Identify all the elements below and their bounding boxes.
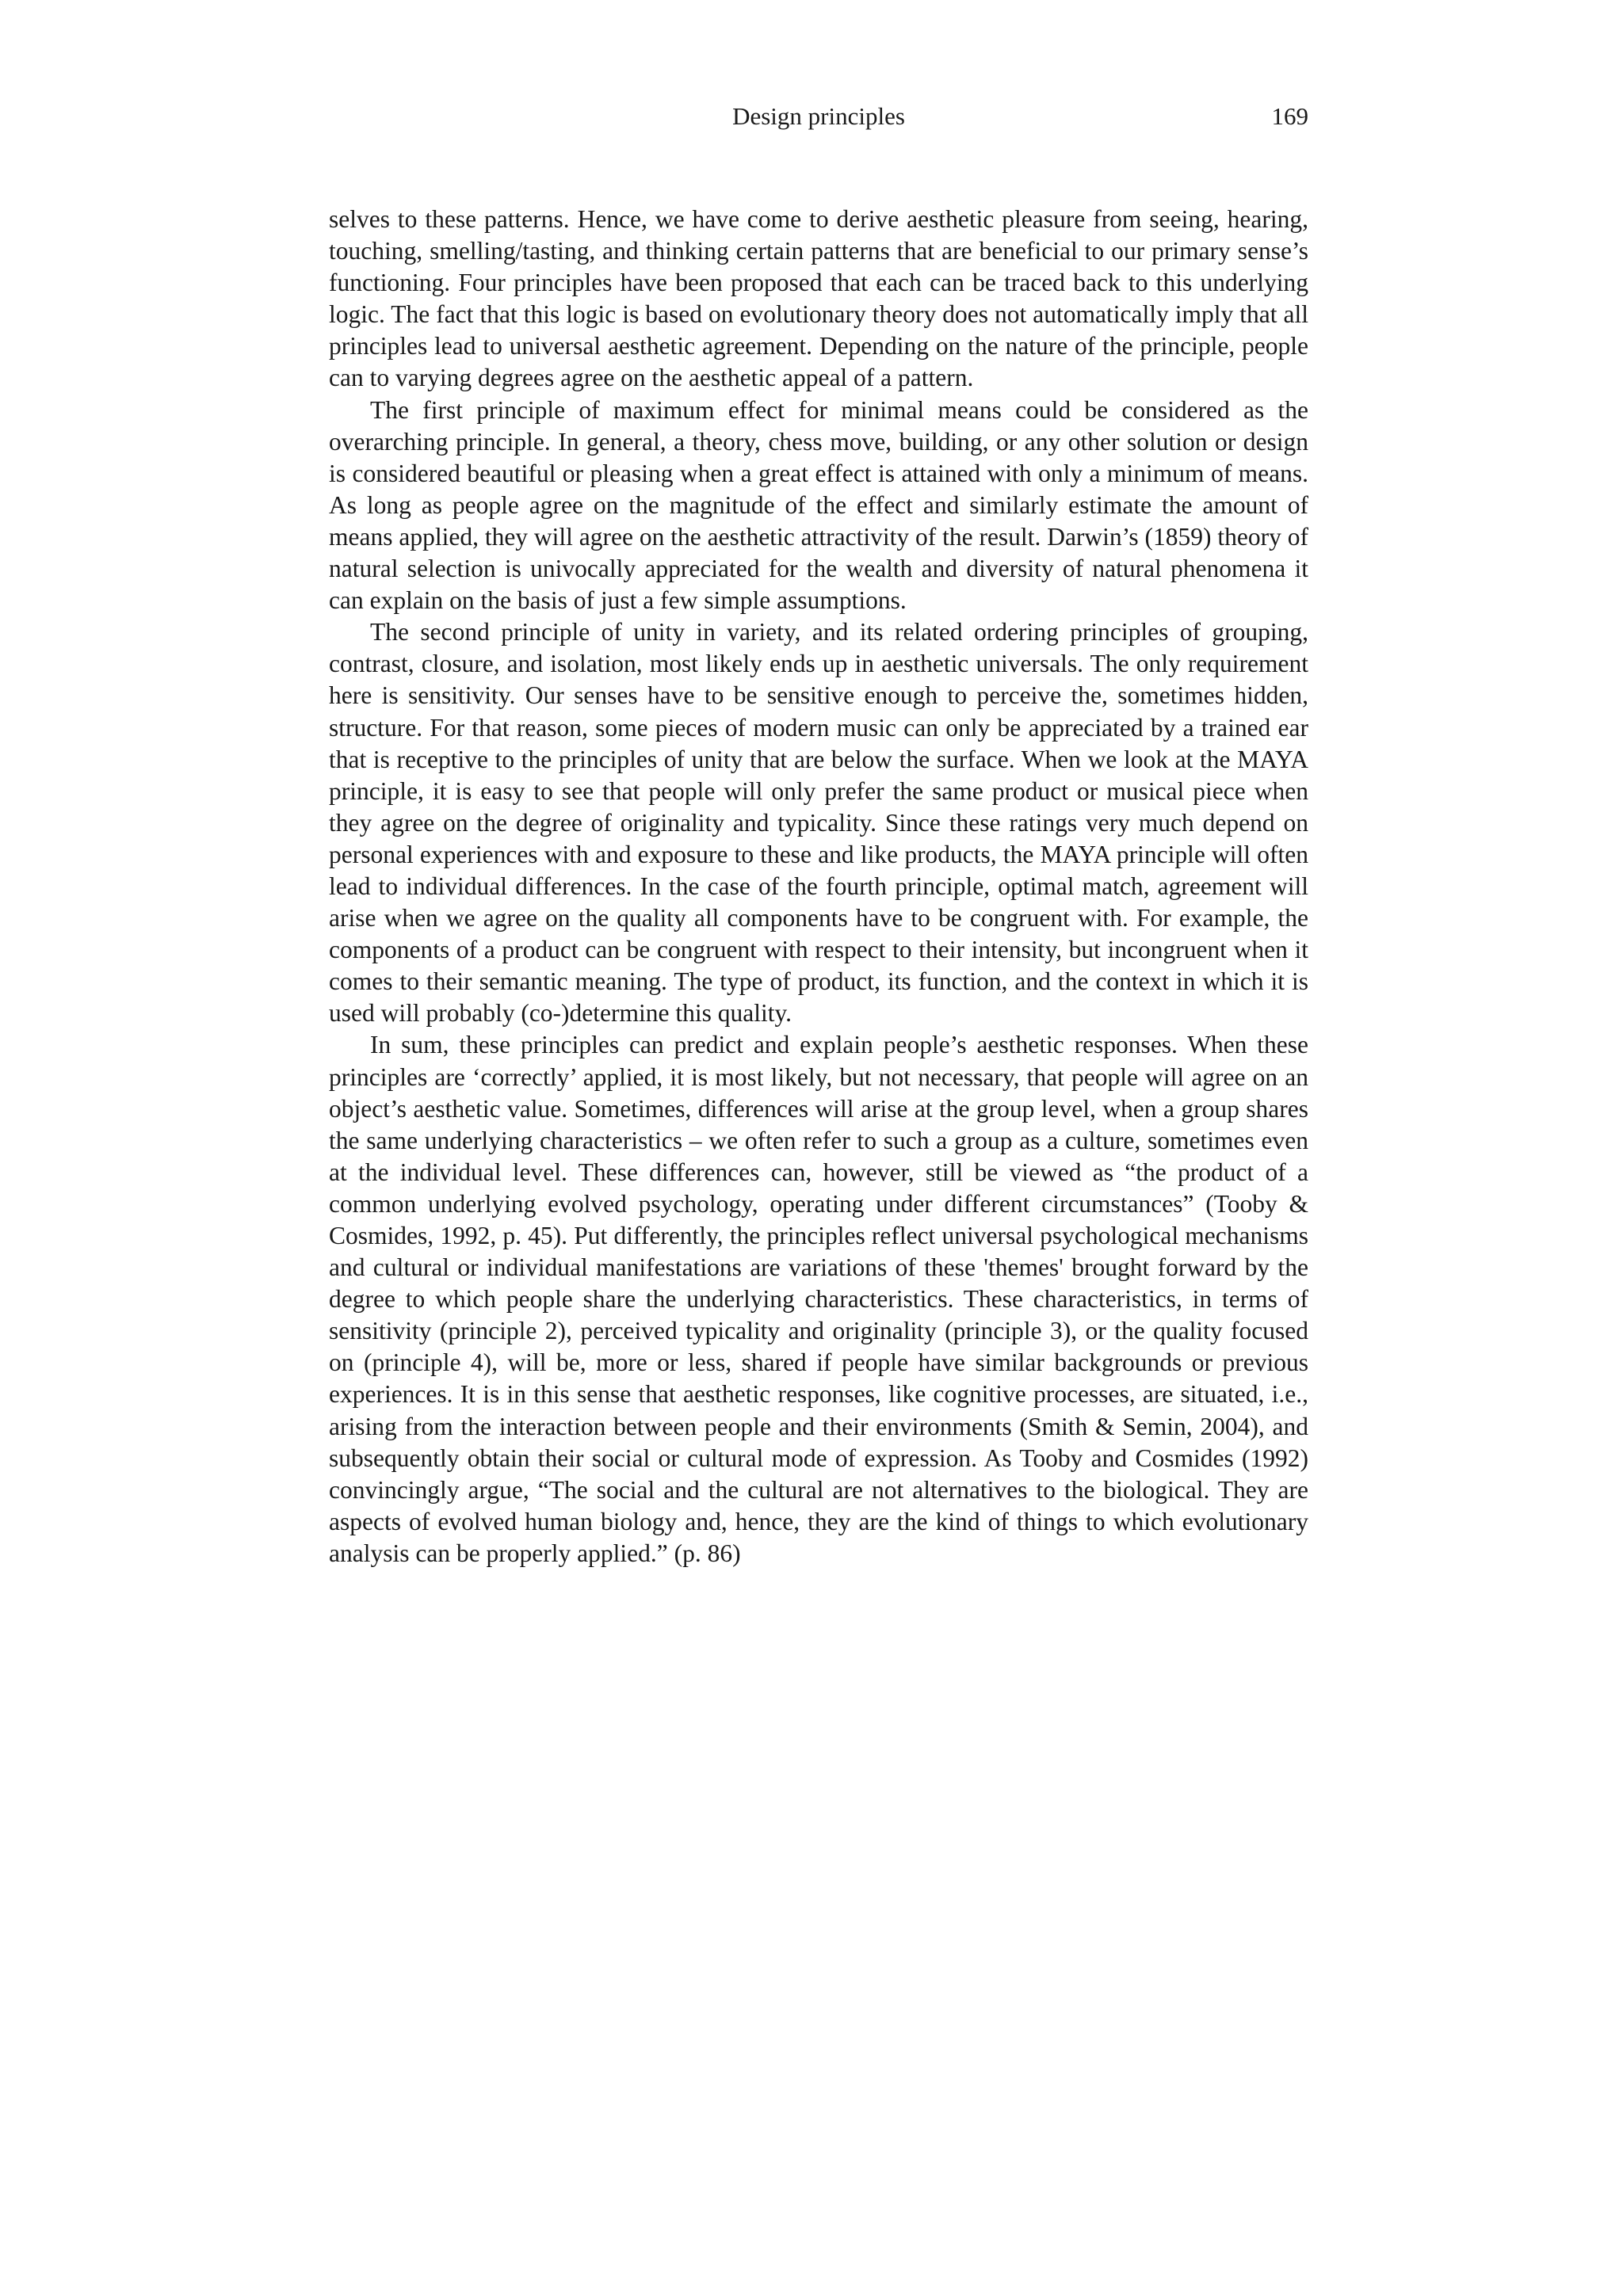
page-number: 169 <box>1271 102 1308 130</box>
running-head <box>329 98 1308 135</box>
paragraph: The first principle of maximum effect for minimal means could be considered as the overarching principle. In general, a theory, chess move, building, or any other solution or design is considered beautiful or pleasing when a great effect is attained with only a minimum of means. As long as people agree on the magnitude of the effect and similarly estimate the amount of means applied, they will agree on the aesthetic attractivity of the result. Darwin’s (1859) theory of natural selection is univocally appreciated for the wealth and diversity of natural phenomena it can explain on the basis of just a few simple assumptions. <box>329 395 1308 615</box>
paragraph: In sum, these principles can predict and explain people’s aesthetic responses. When these principles are ‘correctly’ applied, it is most likely, but not necessary, that people will agree on an object’s aesthetic value. Sometimes, differences will arise at the group level, when a group shares the same underlying characteristics – we often refer to such a group as a culture, sometimes even at the individual level. These differences can, however, still be viewed as “the product of a common underlying evolved psychology, operating under different circumstances” (Tooby & Cosmides, 1992, p. 45). Put differently, the principles reflect universal psychological mechanisms and cultural or individual manifestations are variations of these 'themes' brought forward by the degree to which people share the underlying characteristics. These characteristics, in terms of sensitivity (principle 2), perceived typicality and originality (principle 3), or the quality focused on (principle 4), will be, more or less, shared if people have similar backgrounds or previous experiences. It is in this sense that aesthetic responses, like cognitive processes, are situated, i.e., arising from the interaction between people and their environments (Smith & Semin, 2004), and subsequently obtain their social or cultural mode of expression. As Tooby and Cosmides (1992) convincingly argue, “The social and the cultural are not alternatives to the biological. They are aspects of evolved human biology and, hence, they are the kind of things to which evolutionary analysis can be properly applied.” (p. 86) <box>329 1031 1308 1567</box>
paragraph: selves to these patterns. Hence, we have come to derive aesthetic pleasure from seeing, hearing, touching, smelling/tasting, and thinking certain patterns that are beneficial to our primary sense’s functioning. Four principles have been proposed that each can be traced back to this underlying logic. The fact that this logic is based on evolutionary theory does not automatically imply that all principles lead to universal aesthetic agreement. Depending on the nature of the principle, people can to varying degrees agree on the aesthetic appeal of a pattern. <box>329 205 1308 392</box>
paragraph: The second principle of unity in variety, and its related ordering principles of grouping, contrast, closure, and isolation, most likely ends up in aesthetic universals. The only requirement here is sensitivity. Our senses have to be sensitive enough to perceive the, sometimes hidden, structure. For that reason, some pieces of modern music can only be appreciated by a trained ear that is receptive to the principles of unity that are below the surface. When we look at the MAYA principle, it is easy to see that people will only prefer the same product or musical piece when they agree on the degree of originality and typicality. Since these ratings very much depend on personal experiences with and exposure to these and like products, the MAYA principle will often lead to individual differences. In the case of the fourth principle, optimal match, agreement will arise when we agree on the quality all components have to be congruent with. For example, the components of a product can be congruent with respect to their intensity, but incongruent when it comes to their semantic meaning. The type of product, its function, and the context in which it is used will probably (co-)determine this quality. <box>329 618 1308 1028</box>
body-text <box>329 204 1308 1569</box>
running-head-title: Design principles <box>732 102 905 130</box>
